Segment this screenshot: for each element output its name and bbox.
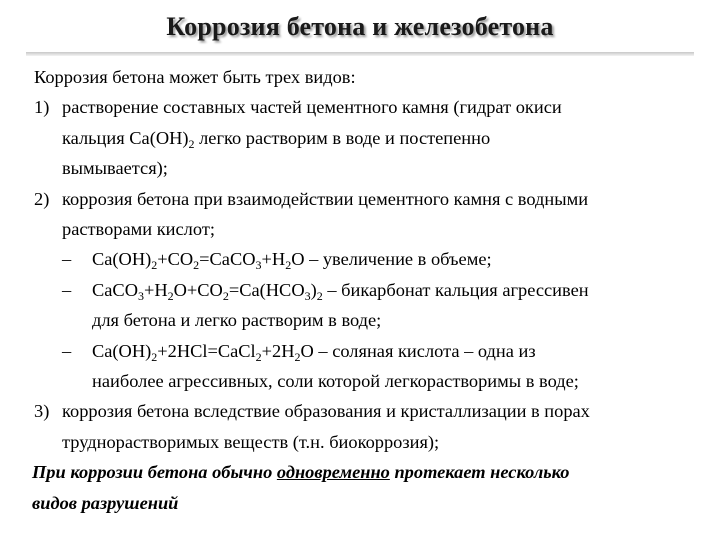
formula-part: +H	[143, 279, 168, 300]
reaction-continuation: наиболее агрессивных, соли которой легкорастворимы в воде;	[92, 371, 579, 392]
subscript: 2	[316, 288, 323, 303]
item-number: 3)	[34, 401, 50, 422]
subscript: 3	[137, 288, 144, 303]
formula-part: O+CO	[173, 279, 223, 300]
conclusion-underlined: одновременно	[276, 462, 390, 483]
formula-part: Ca(OH)	[92, 249, 152, 270]
reaction-2	[34, 275, 694, 305]
subscript: 2	[167, 288, 174, 303]
item-text: растворение составных частей цементного камня (гидрат окиси	[62, 97, 562, 118]
conclusion-line-2: видов разрушений	[32, 492, 179, 513]
title-divider	[26, 52, 694, 56]
reaction-description: – бикарбонат кальция агрессивен	[322, 279, 589, 300]
formula-part: =CaCO	[199, 249, 256, 270]
reaction-1	[34, 244, 694, 274]
item-text: коррозия бетона при взаимодействии цементного камня с водными	[62, 188, 589, 209]
formula-part: O	[300, 340, 314, 361]
formula-part: +H	[261, 249, 286, 270]
subscript: 2	[151, 258, 158, 273]
formula-part: O	[291, 249, 305, 270]
list-item-1	[34, 92, 694, 122]
reaction-3	[34, 336, 694, 366]
list-item-2	[34, 184, 694, 214]
item-continuation: вымывается);	[62, 158, 168, 179]
reaction-description: – соляная кислота – одна из	[313, 340, 536, 361]
formula-part: )	[310, 279, 317, 300]
formula-part: +2H	[261, 340, 295, 361]
slide-title: Коррозия бетона и железобетона	[166, 12, 554, 41]
item-text-part: легко растворим в воде и постепенно	[194, 127, 491, 148]
subscript: 3	[304, 288, 311, 303]
reaction-description: – увеличение в объеме;	[304, 249, 492, 270]
formula-part: =Ca(HCO	[228, 279, 305, 300]
intro-text: Коррозия бетона может быть трех видов:	[34, 67, 356, 87]
dash-bullet: –	[62, 279, 72, 300]
dash-bullet: –	[62, 340, 72, 361]
subscript: 2	[285, 258, 292, 273]
item-continuation	[34, 123, 694, 153]
reaction-continuation: для бетона и легко растворим в воде;	[92, 310, 382, 331]
formula-part: +CO	[157, 249, 194, 270]
dash-bullet: –	[62, 249, 72, 270]
item-continuation: труднорастворимых веществ (т.н. биокоррозия);	[62, 431, 440, 452]
item-number: 1)	[34, 97, 50, 118]
item-text: коррозия бетона вследствие образования и кристаллизации в порах	[62, 401, 590, 422]
slide-body	[34, 62, 694, 518]
conclusion-text: При коррозии бетона обычно	[32, 462, 277, 483]
subscript: 2	[188, 136, 195, 151]
subscript: 2	[193, 258, 200, 273]
list-item-3	[34, 396, 694, 426]
item-text-part: кальция Ca(OH)	[62, 127, 189, 148]
formula-part: CaCO	[92, 279, 138, 300]
conclusion-text: протекает несколько	[389, 462, 570, 483]
subscript: 2	[255, 349, 262, 364]
formula-part: +2HCl=CaCl	[157, 340, 256, 361]
subscript: 2	[294, 349, 301, 364]
conclusion-line-1	[32, 457, 694, 487]
item-number: 2)	[34, 188, 50, 209]
formula-part: Ca(OH)	[92, 340, 152, 361]
item-continuation: растворами кислот;	[62, 219, 215, 240]
subscript: 2	[222, 288, 229, 303]
subscript: 3	[255, 258, 262, 273]
subscript: 2	[151, 349, 158, 364]
